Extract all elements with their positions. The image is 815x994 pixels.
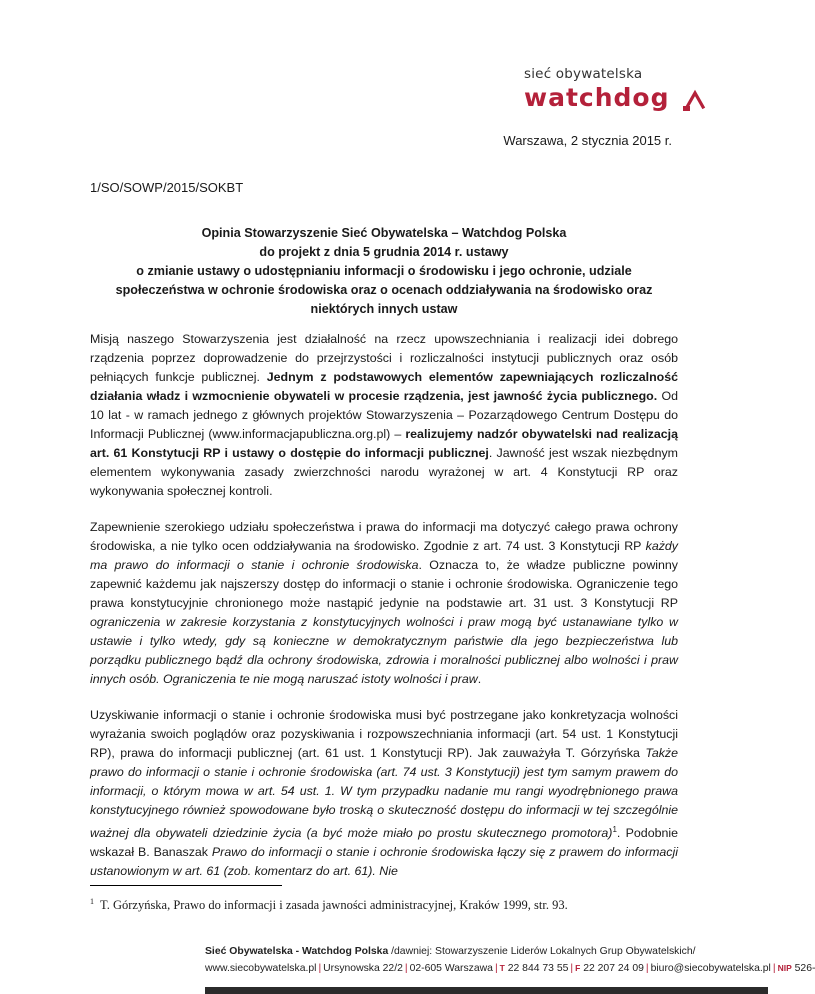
logo-tagline: sieć obywatelska [524, 66, 643, 82]
paragraph-mission: Misją naszego Stowarzyszenia jest działalność na rzecz upowszechniania i realizacji idei dobrego rządzenia poprzez doprowadzenie do przejrzystości i rozliczalności instytucji publicznych oraz osób pełniących funkcje publicznej. Jednym z podstawowych elementów zapewniających rozliczalność działania władz i wzmocnienie obywateli w procesie rządzenia, jest jawność życia publicznego. Od 10 lat - w ramach jednego z głównych projektów Stowarzyszenia – Pozarządowego Centrum Dostępu do Informacji Publicznej (www.informacjapubliczna.org.pl) – realizujemy nadzór obywatelski nad realizacją art. 61 Konstytucji RP i ustawy o dostępie do informacji publicznej. Jawność jest wszak niezbędnym elementem wykonywania zasady zwierzchności narodu wyrażonej w art. 4 Konstytucji RP oraz wykonywania społecznej kontroli. [90, 332, 678, 498]
title-line: społeczeństwa w ochronie środowiska oraz o ocenach oddziaływania na środowisko oraz [115, 283, 653, 297]
footer-email-link[interactable]: biuro@siecobywatelska.pl [650, 963, 771, 974]
watchdog-logo [524, 66, 714, 113]
footnote [90, 897, 568, 913]
document-reference-number: 1/SO/SOWP/2015/SOKBT [90, 180, 244, 195]
title-line: o zmianie ustawy o udostępnianiu informacji o środowisku i jego ochronie, udziale [136, 264, 632, 278]
footer-address: Ursynowska 22/2 [323, 963, 403, 974]
title-line: Opinia Stowarzyszenie Sieć Obywatelska – Watchdog Polska [201, 226, 567, 240]
footnote-text: T. Górzyńska, Prawo do informacji i zasada jawności administracyjnej, Kraków 1999, str. 93. [100, 898, 568, 913]
document-body [90, 330, 678, 898]
footnote-reference[interactable]: 1 [612, 825, 617, 834]
title-line: niektórych innych ustaw [310, 302, 458, 316]
footer-org-name: Sieć Obywatelska - Watchdog Polska [205, 946, 389, 957]
title-line: do projekt z dnia 5 grudnia 2014 r. ustawy [259, 245, 509, 259]
footer-org-former-name: /dawniej: Stowarzyszenie Liderów Lokalnych Grup Obywatelskich/ [391, 946, 696, 957]
logo-dog-ear-icon [684, 81, 712, 113]
footer-bar [205, 987, 768, 994]
document-title [90, 224, 678, 319]
logo-wordmark: watchdog [524, 83, 670, 112]
footnote-divider [90, 885, 282, 886]
letterhead-footer: Sieć Obywatelska - Watchdog Polska /dawniej: Stowarzyszenie Liderów Lokalnych Grup Obywatelskich/ www.siecobywatelska.pl | Ursynowska 22/2 | 02-605 Warszawa | T 22 844 73 55 | F 22 207 24 09 | biuro@siecobywatelska.pl | NIP 526- [205, 946, 815, 974]
paragraph-constitution: Zapewnienie szerokiego udziału społeczeństwa i prawa do informacji ma dotyczyć całego prawa ochrony środowiska, a nie tylko ocen oddziaływania na środowisko. Zgodnie z art. 74 ust. 3 Konstytucji RP każdy ma prawo do informacji o stanie i ochronie środowiska. Oznacza to, że władze publiczne powinny zapewnić każdemu jak najszerszy dostęp do informacji o stanie i ochronie środowiska. Ograniczenie tego prawa konstytucyjnie chronionego może nastąpić jedynie na podstawie art. 31 ust. 3 Konstytucji RP ograniczenia w zakresie korzystania z konstytucyjnych wolności i praw mogą być ustanawiane tylko w ustawie i tylko wtedy, gdy są konieczne w demokratycznym państwie dla jego bezpieczeństwa lub porządku publicznego bądź dla ochrony środowiska, zdrowia i moralności publicznej albo wolności i praw innych osób. Ograniczenia te nie mogą naruszać istoty wolności i praw. [90, 520, 678, 686]
footer-website-link[interactable]: www.siecobywatelska.pl [205, 963, 317, 974]
footer-nip: 526- [794, 963, 815, 974]
footer-fax: 22 207 24 09 [583, 963, 644, 974]
paragraph-interpretation: Uzyskiwanie informacji o stanie i ochronie środowiska musi być postrzegane jako konkretyzacja wolności wyrażania swoich poglądów oraz pozyskiwania i rozpowszechniania informacji (art. 54 ust. 1 Konstytucji RP), prawa do informacji publicznej (art. 61 ust. 1 Konstytucji RP). Jak zauważyła T. Górzyńska Także prawo do informacji o stanie i ochronie środowiska (art. 74 ust. 3 Konstytucji) jest tym samym prawem do informacji, o którym mowa w art. 54 ust. 1. W tym przypadku nadanie mu rangi wyodrębnionego prawa konstytucyjnego również spowodowane było troską o skuteczność dostępu do informacji w tej szczególnie ważnej dla obywateli dziedzinie życia (a być może miało po prostu skutecznego promotora)$^1$. Podobnie wskazał B. Banaszak Prawo do informacji o stanie i ochronie środowiska łączy się z prawem do informacji ustanowionym w art. 61 (zob. komentarz do art. 61). Nie [90, 708, 679, 879]
document-date: Warszawa, 2 stycznia 2015 r. [503, 133, 672, 148]
footer-city: 02-605 Warszawa [409, 963, 493, 974]
footer-phone: 22 844 73 55 [507, 963, 569, 974]
footnote-marker: 1 [90, 897, 94, 906]
